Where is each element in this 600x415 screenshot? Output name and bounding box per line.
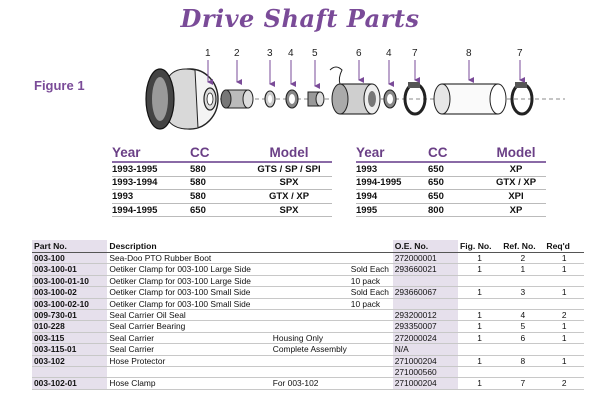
table-row	[356, 176, 546, 190]
qty-required-cell	[544, 344, 584, 355]
description-cell	[107, 366, 270, 377]
note-cell	[271, 321, 349, 332]
year-cell: 1993	[112, 190, 190, 204]
oe-number-cell: 293200012	[393, 309, 458, 320]
part-number-cell: 003-115	[32, 332, 107, 343]
ref-number-cell	[501, 366, 544, 377]
oe-number-cell: 293350007	[393, 321, 458, 332]
ref-number-cell: 5	[501, 321, 544, 332]
note2-cell	[349, 332, 393, 343]
col-header-model: Model	[246, 145, 332, 162]
description-cell: Hose Protector	[107, 355, 270, 366]
callout-label: 4	[386, 48, 392, 59]
description-cell: Seal Carrier Bearing	[107, 321, 270, 332]
table-row	[356, 203, 546, 217]
table-row	[112, 203, 332, 217]
table-row	[32, 253, 584, 264]
model-year-table-right	[356, 145, 546, 217]
fig-number-cell: 1	[458, 309, 501, 320]
table-row	[32, 355, 584, 366]
fig-number-cell: 1	[458, 264, 501, 275]
col-header-note2	[349, 240, 393, 253]
figure-label: Figure 1	[34, 78, 85, 93]
year-cell: 1993-1995	[112, 162, 190, 176]
note2-cell	[349, 344, 393, 355]
note2-cell: Sold Each	[349, 264, 393, 275]
callout-label: 1	[205, 48, 211, 59]
fig-number-cell	[458, 298, 501, 309]
note2-cell	[349, 253, 393, 264]
note-cell	[271, 253, 349, 264]
note2-cell: 10 pack	[349, 298, 393, 309]
oe-number-cell: 271000560	[393, 366, 458, 377]
table-row	[32, 366, 584, 377]
hose-clamp-left-part	[405, 82, 425, 114]
col-header-ref-no: Ref. No.	[501, 240, 544, 253]
rubber-boot-part	[221, 90, 253, 108]
fig-number-cell: 1	[458, 355, 501, 366]
model-cell: SPX	[246, 176, 332, 190]
qty-required-cell	[544, 366, 584, 377]
col-header-cc: CC	[190, 145, 246, 162]
model-cell: GTX / XP	[486, 176, 546, 190]
note-cell: Complete Assembly	[272, 344, 347, 355]
ref-number-cell	[501, 344, 544, 355]
table-row	[32, 378, 584, 389]
part-number-cell: 003-115-01	[32, 344, 107, 355]
ref-number-cell: 6	[501, 332, 544, 343]
table-row	[112, 190, 332, 204]
cc-cell: 650	[428, 162, 486, 176]
fig-number-cell: 1	[458, 321, 501, 332]
description-cell: Oetiker Clamp for 003-100 Small Side	[107, 287, 270, 298]
seal-carrier-part	[330, 67, 380, 114]
qty-required-cell	[544, 298, 584, 309]
table-row	[32, 332, 584, 343]
description-cell: Seal Carrier	[107, 344, 270, 355]
note2-cell	[349, 378, 393, 389]
note-cell: Housing Only	[271, 332, 349, 343]
description-cell: Sea-Doo PTO Rubber Boot	[107, 253, 270, 264]
ref-number-cell: 2	[501, 253, 544, 264]
fig-number-cell	[458, 275, 501, 286]
ref-number-cell: 7	[501, 378, 544, 389]
oe-number-cell: 272000024	[393, 332, 458, 343]
fig-number-cell: 1	[458, 287, 501, 298]
part-number-cell: 003-100-01-10	[32, 275, 107, 286]
note2-cell: Sold Each	[349, 287, 393, 298]
table-row	[356, 190, 546, 204]
cc-cell: 650	[428, 190, 486, 204]
note2-cell	[349, 355, 393, 366]
fig-number-cell: 1	[458, 253, 501, 264]
clamp-1-part	[204, 88, 216, 110]
note2-cell	[349, 309, 393, 320]
note-cell	[271, 287, 349, 298]
note2-cell: 10 pack	[349, 275, 393, 286]
hose-protector-part	[434, 84, 506, 114]
model-cell: GTS / SP / SPI	[246, 162, 332, 176]
hose-clamp-right-part	[512, 82, 532, 114]
model-cell: GTX / XP	[246, 190, 332, 204]
model-cell: XP	[486, 203, 546, 217]
description-cell: Seal Carrier	[107, 332, 270, 343]
callout-label: 4	[288, 48, 294, 59]
table-row	[112, 176, 332, 190]
description-cell: Oetiker Clamp for 003-100 Small Side	[107, 298, 270, 309]
qty-required-cell: 1	[544, 253, 584, 264]
col-header-oe-no: O.E. No.	[393, 240, 458, 253]
table-row	[32, 344, 584, 355]
ref-number-cell: 3	[501, 287, 544, 298]
cc-cell: 580	[190, 190, 246, 204]
callout-label: 7	[517, 48, 523, 59]
cc-cell: 580	[190, 162, 246, 176]
callout-label: 3	[267, 48, 273, 59]
part-number-cell	[32, 366, 107, 377]
col-header-cc: CC	[428, 145, 486, 162]
col-header-fig-no: Fig. No.	[458, 240, 501, 253]
col-header-note	[271, 240, 349, 253]
note-cell	[271, 355, 349, 366]
table-row	[32, 309, 584, 320]
note-cell	[271, 366, 349, 377]
model-cell: SPX	[246, 203, 332, 217]
cc-cell: 800	[428, 203, 486, 217]
part-number-cell: 003-102-01	[32, 378, 107, 389]
qty-required-cell: 2	[544, 309, 584, 320]
col-header-year: Year	[356, 145, 428, 162]
part-number-cell: 003-100-02	[32, 287, 107, 298]
ref-number-cell	[501, 298, 544, 309]
cc-cell: 580	[190, 176, 246, 190]
col-header-model: Model	[486, 145, 546, 162]
clamp-3-part	[265, 91, 275, 107]
oe-number-cell: 293660067	[393, 287, 458, 298]
year-cell: 1993-1994	[112, 176, 190, 190]
part-number-cell: 003-100-01	[32, 264, 107, 275]
fig-number-cell	[458, 366, 501, 377]
part-number-cell: 003-100	[32, 253, 107, 264]
callout-label: 7	[412, 48, 418, 59]
table-row	[32, 298, 584, 309]
col-header-description: Description	[107, 240, 270, 253]
callout-label: 8	[466, 48, 472, 59]
qty-required-cell: 1	[544, 332, 584, 343]
fig-number-cell: 1	[458, 378, 501, 389]
description-cell: Seal Carrier Oil Seal	[107, 309, 270, 320]
fig-number-cell	[458, 344, 501, 355]
year-cell: 1994	[356, 190, 428, 204]
ref-number-cell	[501, 275, 544, 286]
year-cell: 1995	[356, 203, 428, 217]
ref-number-cell: 8	[501, 355, 544, 366]
callout-numbers	[205, 48, 523, 86]
table-row	[356, 162, 546, 176]
oe-number-cell: 271000204	[393, 355, 458, 366]
year-cell: 1993	[356, 162, 428, 176]
note-cell	[271, 309, 349, 320]
table-row	[32, 275, 584, 286]
note-cell: For 003-102	[271, 378, 349, 389]
model-cell: XPI	[486, 190, 546, 204]
col-header-reqd: Req'd	[544, 240, 584, 253]
oe-number-cell: 272000001	[393, 253, 458, 264]
model-cell: XP	[486, 162, 546, 176]
fig-number-cell: 1	[458, 332, 501, 343]
note2-cell	[349, 366, 393, 377]
cc-cell: 650	[428, 176, 486, 190]
callout-label: 5	[312, 48, 318, 59]
qty-required-cell	[544, 275, 584, 286]
description-cell: Oetiker Clamp for 003-100 Large Side	[107, 275, 270, 286]
qty-required-cell: 1	[544, 321, 584, 332]
page-title: Drive Shaft Parts	[180, 4, 420, 33]
cc-cell: 650	[190, 203, 246, 217]
col-header-year: Year	[112, 145, 190, 162]
qty-required-cell: 1	[544, 355, 584, 366]
oil-seal-2-part	[384, 90, 396, 108]
oil-seal-part	[286, 90, 298, 108]
qty-required-cell: 1	[544, 287, 584, 298]
callout-label: 6	[356, 48, 362, 59]
note2-cell	[349, 321, 393, 332]
description-cell: Hose Clamp	[107, 378, 270, 389]
description-cell: Oetiker Clamp for 003-100 Large Side	[107, 264, 270, 275]
part-number-cell: 003-100-02-10	[32, 298, 107, 309]
year-cell: 1994-1995	[356, 176, 428, 190]
table-row	[32, 321, 584, 332]
part-number-cell: 003-102	[32, 355, 107, 366]
oe-number-cell: N/A	[393, 344, 458, 355]
oe-number-cell: 271000204	[393, 378, 458, 389]
table-row	[112, 162, 332, 176]
qty-required-cell: 2	[544, 378, 584, 389]
oe-number-cell: 293660021	[393, 264, 458, 275]
exploded-parts-diagram	[0, 0, 600, 145]
year-cell: 1994-1995	[112, 203, 190, 217]
bearing-part	[308, 92, 324, 106]
part-number-cell: 009-730-01	[32, 309, 107, 320]
col-header-part-no: Part No.	[32, 240, 107, 253]
oe-number-cell	[393, 298, 458, 309]
note-cell	[271, 264, 349, 275]
model-year-table-left	[112, 145, 332, 217]
table-row	[32, 264, 584, 275]
table-row	[32, 287, 584, 298]
note-cell	[271, 298, 349, 309]
callout-label: 2	[234, 48, 240, 59]
ref-number-cell: 1	[501, 264, 544, 275]
ref-number-cell: 4	[501, 309, 544, 320]
parts-header-row	[32, 240, 584, 253]
qty-required-cell: 1	[544, 264, 584, 275]
parts-table	[32, 240, 584, 390]
oe-number-cell	[393, 275, 458, 286]
part-number-cell: 010-228	[32, 321, 107, 332]
note-cell	[271, 275, 349, 286]
